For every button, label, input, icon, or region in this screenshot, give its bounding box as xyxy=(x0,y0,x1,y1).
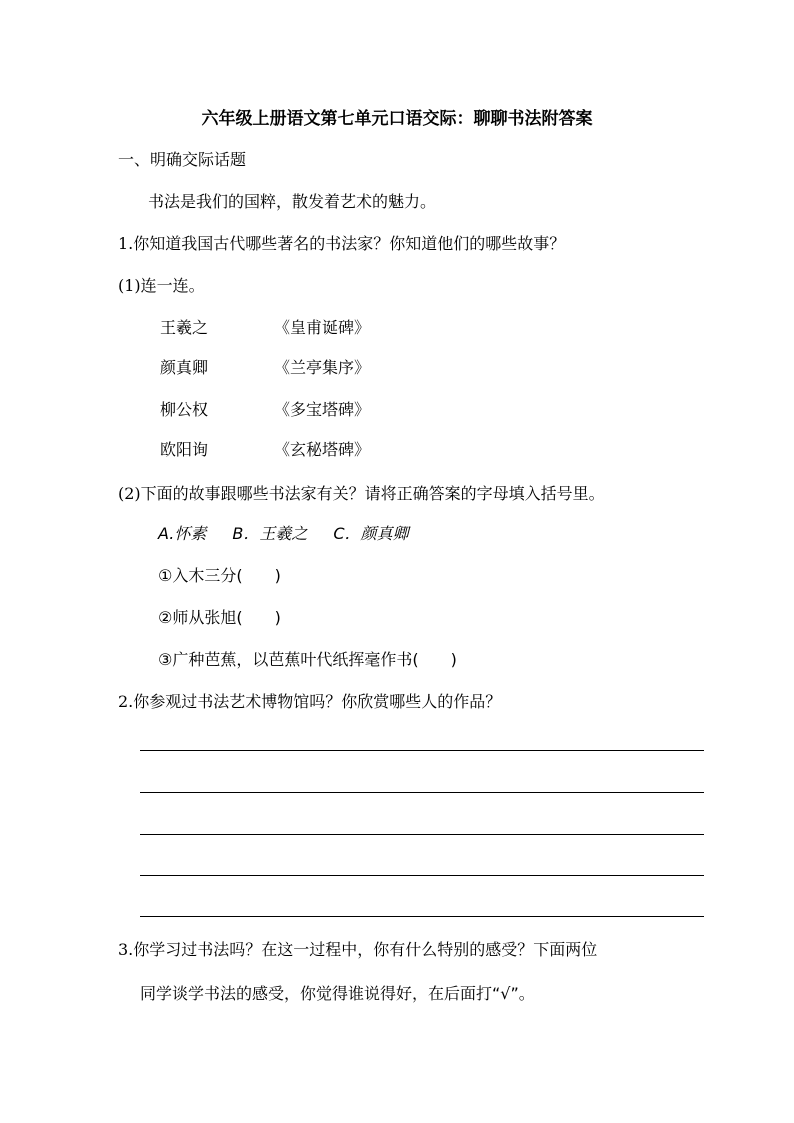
option-b: B．王羲之 xyxy=(232,524,308,543)
question-text: 你知道我国古代哪些著名的书法家？你知道他们的哪些故事？ xyxy=(133,234,566,253)
matching-row xyxy=(160,398,370,422)
option-a: A.怀素 xyxy=(158,524,207,543)
part-text: 下面的故事跟哪些书法家有关？请将正确答案的字母填入括号里。 xyxy=(140,484,605,503)
question-2 xyxy=(118,690,501,714)
question-number: 1. xyxy=(118,234,134,253)
story-item-1: ①入木三分( ) xyxy=(158,566,281,585)
answer-line[interactable] xyxy=(140,834,704,835)
answer-options xyxy=(158,522,435,546)
calligraphy-work: 《多宝塔碑》 xyxy=(274,400,371,419)
question-text: 你参观过书法艺术博物馆吗？你欣赏哪些人的作品？ xyxy=(133,692,502,711)
matching-row xyxy=(160,438,370,462)
story-item-2: ②师从张旭( ) xyxy=(158,608,281,627)
option-c: C．颜真卿 xyxy=(333,524,409,543)
question-3-continued: 同学谈学书法的感受，你觉得谁说得好，在后面打“√”。 xyxy=(140,984,535,1003)
answer-line[interactable] xyxy=(140,875,704,876)
answer-line[interactable] xyxy=(140,750,704,751)
part-number: (2) xyxy=(118,484,141,503)
calligrapher-name: 颜真卿 xyxy=(160,358,209,377)
question-1-part-2 xyxy=(118,482,605,506)
answer-line[interactable] xyxy=(140,792,704,793)
calligraphy-work: 《兰亭集序》 xyxy=(274,358,371,377)
matching-row xyxy=(160,356,370,380)
calligrapher-name: 欧阳询 xyxy=(160,440,209,459)
part-text: 连一连。 xyxy=(140,276,205,295)
question-text: 你学习过书法吗？在这一过程中，你有什么特别的感受？下面两位 xyxy=(133,940,598,959)
calligrapher-name: 王羲之 xyxy=(160,318,209,337)
question-3 xyxy=(118,938,597,962)
calligraphy-work: 《玄秘塔碑》 xyxy=(274,440,371,459)
question-1 xyxy=(118,232,565,256)
intro-text: 书法是我们的国粹，散发着艺术的魅力。 xyxy=(148,192,437,211)
page-title: 六年级上册语文第七单元口语交际：聊聊书法附答案 xyxy=(201,109,593,129)
question-number: 3. xyxy=(118,940,134,959)
calligraphy-work: 《皇甫诞碑》 xyxy=(274,318,371,337)
question-1-part-1 xyxy=(118,274,205,298)
section-heading: 一、明确交际话题 xyxy=(118,150,247,169)
question-number: 2. xyxy=(118,692,134,711)
calligrapher-name: 柳公权 xyxy=(160,400,209,419)
matching-row xyxy=(160,316,370,340)
part-number: (1) xyxy=(118,276,141,295)
answer-line[interactable] xyxy=(140,916,704,917)
story-item-3: ③广种芭蕉，以芭蕉叶代纸挥毫作书( ) xyxy=(158,650,457,669)
